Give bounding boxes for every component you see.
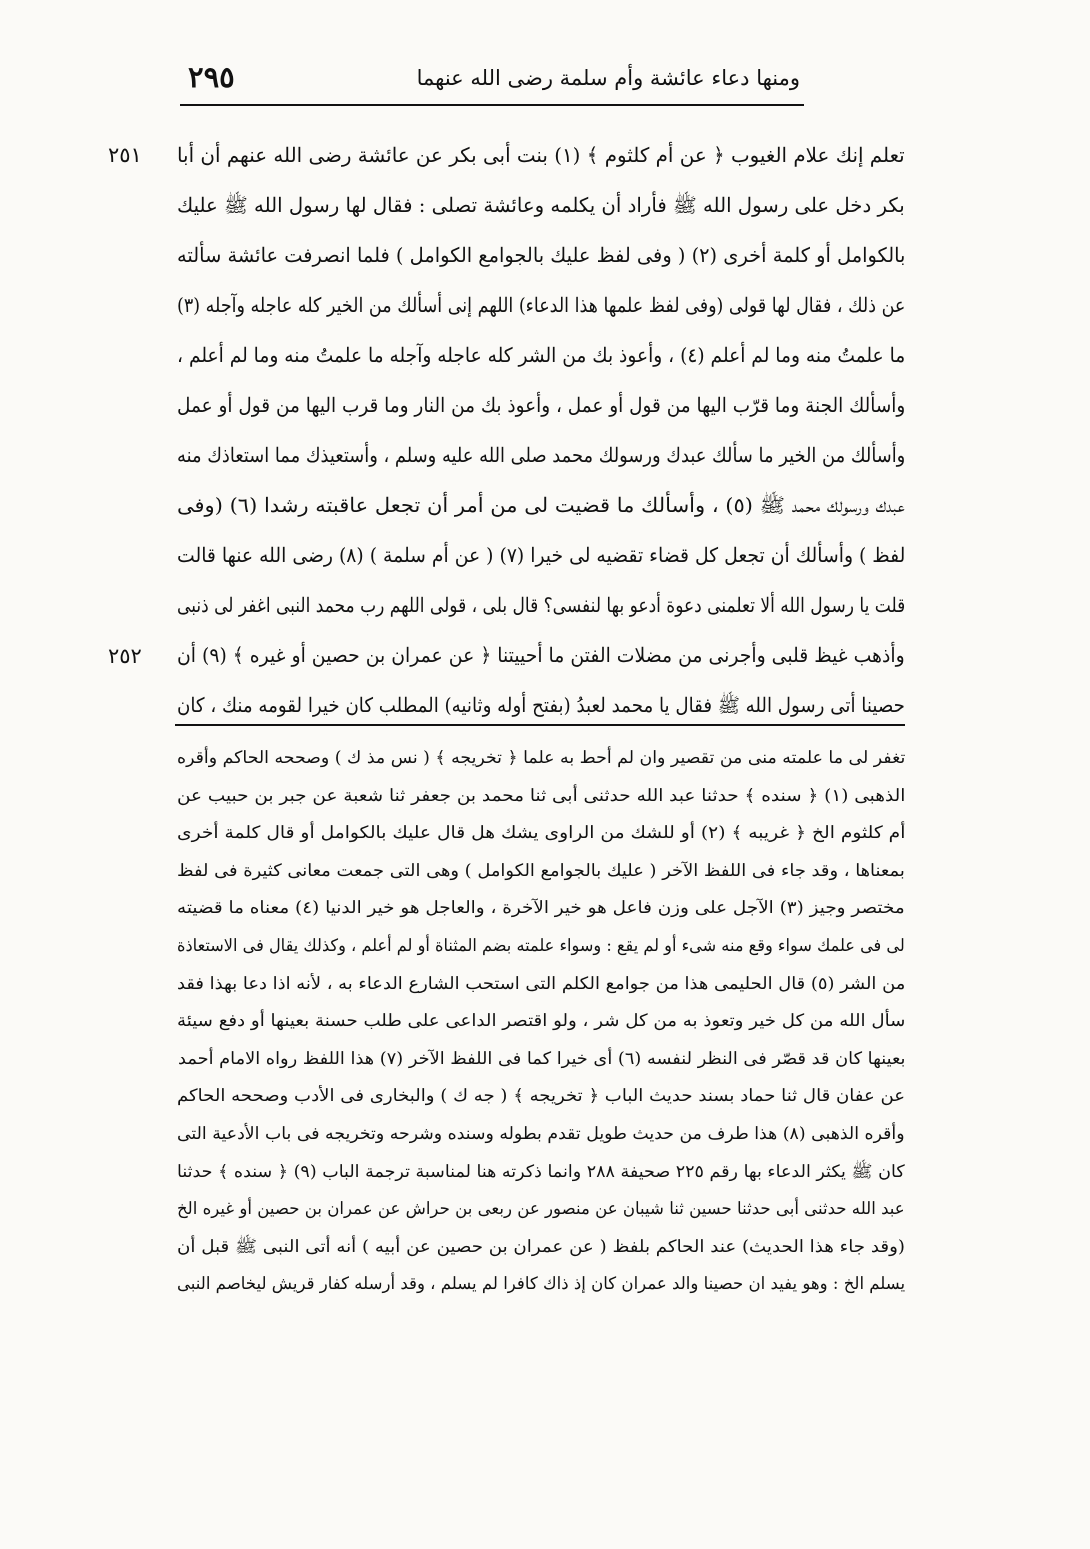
main-text-line: عبدك ورسولك محمد ﷺ (٥) ، وأسألك ما قضيت لى من أمر أن تجعل عاقبته رشدا (٦) (وفى — [177, 493, 905, 517]
footnote-line: بعينها كان قد قصّر فى النظر لنفسه (٦) أى خيرا كما فى اللفظ الآخر (٧) هذا اللفظ رواه الامام أحمد — [177, 1048, 905, 1069]
main-text-line: وأسألك من الخير ما سألك عبدك ورسولك محمد صلى الله عليه وسلم ، وأستعيذك مما استعاذك منه — [176, 443, 905, 467]
footnote-line: سأل الله من كل خير وتعوذ به من كل شر ، ولو اقتصر الداعى على طلب حسنة بعينها أو دفع سيئة — [176, 1011, 905, 1032]
footnote-line: وأقره الذهبى (٨) هذا طرف من حديث طويل تقدم بطوله وسنده وشرحه وتخريجه فى باب الأدعية التى — [177, 1123, 905, 1144]
footnote-line: عبد الله حدثنى أبى حدثنا حسين ثنا شيبان عن منصور عن ربعى بن حراش عن عمران بن حصين أو غيره الخ — [177, 1199, 905, 1220]
hadith-number-251: ٢٥١ — [108, 143, 142, 167]
footnote-line: تغفر لى ما علمته منى من تقصير وان لم أحط به علما ﴿ تخريجه ﴾ ( نس مذ ك ) وصححه الحاكم وأقره — [176, 748, 905, 768]
footnote-line: عن عفان قال ثنا حماد بسند حديث الباب ﴿ تخريجه ﴾ ( جه ك ) والبخارى فى الأدب وصححه الحاكم — [176, 1086, 905, 1107]
main-text-line: عن ذلك ، فقال لها قولى (وفى لفظ علمها هذا الدعاء) اللهم إنى أسألك من الخير كله عاجله وآجله (٣) — [176, 293, 905, 317]
footnote-line: كان ﷺ يكثر الدعاء بها رقم ٢٢٥ صحيفة ٢٨٨ وانما ذكرته هنا لمناسبة ترجمة الباب (٩) ﴿ سنده ﴾ حدثنا — [177, 1161, 905, 1182]
footnote-line: من الشر (٥) قال الحليمى هذا من جوامع الكلم التى استحب الشارع الدعاء به ، لأنه اذا دعا بهذا فقد — [176, 973, 905, 994]
footnote-line: (وقد جاء هذا الحديث) عند الحاكم بلفظ ( عن عمران بن حصين عن أبيه ) أنه أتى النبى ﷺ قبل أن — [177, 1236, 905, 1257]
footnote-line: بمعناها ، وقد جاء فى اللفظ الآخر ( عليك بالجوامع الكوامل ) وهى التى جمعت معانى كثيرة فى لفظ — [177, 860, 905, 881]
main-text — [175, 130, 905, 730]
page-number: ٢٩٥ — [188, 60, 235, 94]
main-text-line: بكر دخل على رسول الله ﷺ فأراد أن يكلمه وعائشة تصلى : فقال لها رسول الله ﷺ عليك — [177, 193, 905, 217]
main-text-line: تعلم إنك علام الغيوب ﴿ عن أم كلثوم ﴾ (١) بنت أبى بكر عن عائشة رضى الله عنهم أن أبا — [177, 143, 905, 167]
footnote-line: مختصر وجيز (٣) الآجل على وزن فاعل هو خير الآخرة ، والعاجل هو خير الدنيا (٤) معناه ما قضيته — [177, 898, 905, 919]
footnote-divider — [175, 724, 905, 726]
main-text-line: قلت يا رسول الله ألا تعلمنى دعوة أدعو بها لنفسى؟ قال بلى ، قولى اللهم رب محمد النبى اغفر لى ذنبى — [176, 593, 905, 617]
footnote-line: الذهبى (١) ﴿ سنده ﴾ حدثنا عبد الله حدثنى أبى ثنا محمد بن جعفر ثنا شعبة عن جبر بن حبيب عن — [176, 785, 905, 806]
main-text-line: وأذهب غيظ قلبى وأجرنى من مضلات الفتن ما أحييتنا ﴿ عن عمران بن حصين أو غيره ﴾ (٩) أن — [177, 643, 905, 667]
hadith-number-252: ٢٥٢ — [108, 644, 142, 668]
main-text-line: حصينا أتى رسول الله ﷺ فقال يا محمد لعبدُ (بفتح أوله وثانيه) المطلب كان خيرا لقومه منك ، كان — [177, 693, 905, 717]
main-text-line: ما علمتُ منه وما لم أعلم (٤) ، وأعوذ بك من الشر كله عاجله وآجله ما علمتُ منه وما لم أعلم ، — [176, 343, 905, 367]
main-text-line: وأسألك الجنة وما قرّب اليها من قول أو عمل ، وأعوذ بك من النار وما قرب اليها من قول أو عمل — [176, 393, 905, 417]
main-text-line: بالكوامل أو كلمة أخرى (٢) ( وفى لفظ عليك بالجوامع الكوامل ) فلما انصرفت عائشة سألته — [176, 243, 905, 267]
footnote-line: يسلم الخ : وهو يفيد ان حصينا والد عمران كان إذ ذاك كافرا لم يسلم ، وقد أرسله كفار قريش ليخاصم النبى — [176, 1274, 905, 1295]
running-title: ومنها دعاء عائشة وأم سلمة رضى الله عنهما — [416, 66, 800, 90]
page-header — [180, 58, 800, 102]
footnotes — [175, 740, 905, 1304]
main-text-line: لفظ ) وأسألك أن تجعل كل قضاء تقضيه لى خيرا (٧) ( عن أم سلمة ) (٨) رضى الله عنها قالت — [176, 543, 905, 567]
footnote-line: أم كلثوم الخ ﴿ غريبه ﴾ (٢) أو للشك من الراوى يشك هل قال عليك بالكوامل أو قال كلمة أخرى — [176, 823, 905, 844]
header-rule — [180, 104, 804, 106]
footnote-line: لى فى علمك سواء وقع منه شىء أو لم يقع : وسواء علمته بضم المثناة أو لم أعلم ، وكذلك يقال فى الاستعاذة — [177, 935, 905, 956]
